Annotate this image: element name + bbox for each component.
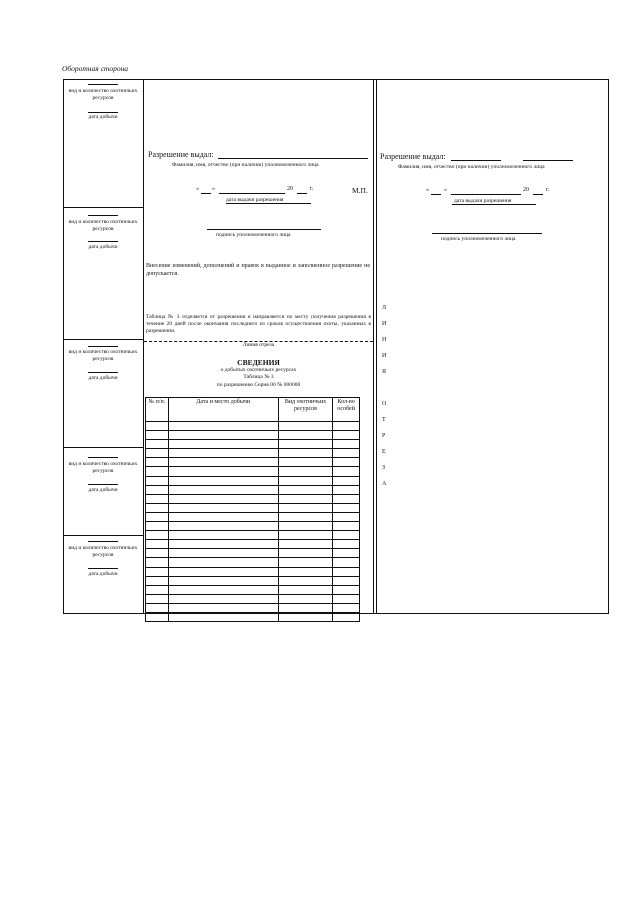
vertical-letter: Н xyxy=(382,337,387,343)
table-cell xyxy=(168,567,278,576)
table-row xyxy=(146,449,360,458)
table-cell xyxy=(146,494,169,503)
vertical-letter: Я xyxy=(382,369,387,375)
table-cell xyxy=(278,485,332,494)
issued-by-caption-right: Фамилия, имя, отчество (при наличии) уполномоченного лица xyxy=(398,164,545,170)
stub-kind-label: вид и количество охотничьих ресурсов xyxy=(68,88,138,101)
vertical-letter: А xyxy=(382,481,387,487)
table-cell xyxy=(278,458,332,467)
table-cell xyxy=(333,512,360,521)
table-cell xyxy=(333,603,360,612)
table-cell xyxy=(333,494,360,503)
table-cell xyxy=(278,494,332,503)
table-cell xyxy=(146,603,169,612)
stub-date-label: дата добычи xyxy=(88,114,118,120)
stub-kind-label: вид и количество охотничьих ресурсов xyxy=(68,349,138,362)
table-cell xyxy=(278,603,332,612)
table-row xyxy=(146,594,360,603)
table-cell xyxy=(278,440,332,449)
column-header-number: № п/п. xyxy=(146,398,169,422)
stub-kind-label: вид и количество охотничьих ресурсов xyxy=(68,461,138,474)
table-cell xyxy=(278,558,332,567)
table-row xyxy=(146,458,360,467)
column-header-count: Кол-во особей xyxy=(333,398,360,422)
stub-date-label: дата добычи xyxy=(88,487,118,493)
signature-caption-right: подпись уполномоченного лица xyxy=(441,236,516,242)
table-cell xyxy=(168,503,278,512)
date-year-field-right xyxy=(533,194,543,195)
table-row xyxy=(146,422,360,431)
issued-by-label-right: Разрешение выдал: xyxy=(380,152,446,161)
column-header-species: Вид охотничьих ресурсов xyxy=(278,398,332,422)
date-open-quote-right: « xyxy=(426,187,429,193)
table-cell xyxy=(333,449,360,458)
date-year-suffix: г. xyxy=(310,186,314,192)
table-row xyxy=(146,512,360,521)
table-cell xyxy=(146,585,169,594)
table-cell xyxy=(168,531,278,540)
table-cell xyxy=(168,576,278,585)
column-divider-double xyxy=(376,79,377,613)
table-cell xyxy=(333,458,360,467)
vertical-letter: Е xyxy=(382,449,386,455)
table-cell xyxy=(333,485,360,494)
svedeniya-title: СВЕДЕНИЯ xyxy=(237,358,280,367)
table-cell xyxy=(146,512,169,521)
table-cell xyxy=(168,540,278,549)
table-cell xyxy=(278,522,332,531)
date-close-quote-right: » xyxy=(444,187,447,193)
vertical-letter: Л xyxy=(382,305,387,311)
table-cell xyxy=(168,449,278,458)
table-cell xyxy=(278,431,332,440)
table-cell xyxy=(278,503,332,512)
vertical-letter: И xyxy=(382,321,387,327)
date-day-field-right xyxy=(431,194,441,195)
date-day-field xyxy=(201,193,211,194)
table-row xyxy=(146,540,360,549)
table-row xyxy=(146,485,360,494)
table-cell xyxy=(168,512,278,521)
table-cell xyxy=(146,458,169,467)
stub-separator xyxy=(63,535,143,536)
date-caption-underline xyxy=(226,203,311,204)
table-cell xyxy=(168,440,278,449)
date-year-prefix: 20 xyxy=(287,186,293,192)
table-cell xyxy=(333,558,360,567)
issued-by-field-right-2 xyxy=(523,160,573,161)
table-row xyxy=(146,549,360,558)
table-cell xyxy=(333,567,360,576)
table-row xyxy=(146,567,360,576)
table-cell xyxy=(146,540,169,549)
table-cell xyxy=(146,531,169,540)
table-cell xyxy=(146,467,169,476)
table-cell xyxy=(333,431,360,440)
table-cell xyxy=(168,558,278,567)
table-cell xyxy=(168,594,278,603)
table-cell xyxy=(146,476,169,485)
signature-field-right xyxy=(432,233,542,234)
table-cell xyxy=(278,540,332,549)
table-row xyxy=(146,522,360,531)
signature-caption: подпись уполномоченного лица xyxy=(216,232,291,238)
table-cell xyxy=(278,422,332,431)
issued-by-label: Разрешение выдал: xyxy=(148,150,214,159)
stub-kind-label: вид и количество охотничьих ресурсов xyxy=(68,219,138,232)
table-cell xyxy=(168,522,278,531)
issued-by-caption: Фамилия, имя, отчество (при наличии) уполномоченного лица xyxy=(172,162,319,168)
table-cell xyxy=(333,576,360,585)
table-row xyxy=(146,431,360,440)
table-row xyxy=(146,585,360,594)
table-cell xyxy=(168,422,278,431)
stub-separator xyxy=(63,447,143,448)
harvest-table-header xyxy=(146,398,360,422)
date-year-field xyxy=(297,193,307,194)
date-caption: дата выдачи разрешения xyxy=(226,197,284,203)
table-cell xyxy=(168,431,278,440)
table-cell xyxy=(146,440,169,449)
table-cell xyxy=(333,476,360,485)
table-cell xyxy=(278,449,332,458)
table-cell xyxy=(333,540,360,549)
signature-field xyxy=(207,229,321,230)
table-cell xyxy=(333,585,360,594)
table-cell xyxy=(146,594,169,603)
table-row xyxy=(146,440,360,449)
table-cell xyxy=(278,612,332,621)
table-row xyxy=(146,494,360,503)
issued-by-field-right xyxy=(451,160,501,161)
stub-date-label: дата добычи xyxy=(88,375,118,381)
table-cell xyxy=(168,458,278,467)
table-cell xyxy=(146,522,169,531)
table-row xyxy=(146,467,360,476)
stub-separator xyxy=(63,339,143,340)
table-cell xyxy=(278,476,332,485)
amendment-notice: Внесение изменений, дополнений и правок в выданное и заполненное разрешение не допускается. xyxy=(146,263,370,277)
table-cell xyxy=(278,549,332,558)
svedeniya-subtitle: о добытых охотничьих ресурсах xyxy=(220,367,297,373)
vertical-letter: Т xyxy=(382,417,386,423)
stub-date-label: дата добычи xyxy=(88,244,118,250)
table-cell xyxy=(278,594,332,603)
table-cell xyxy=(278,531,332,540)
table-cell xyxy=(333,422,360,431)
table-cell xyxy=(333,549,360,558)
table-cell xyxy=(333,531,360,540)
date-year-prefix-right: 20 xyxy=(523,187,529,193)
table-cell xyxy=(278,567,332,576)
table-row xyxy=(146,612,360,621)
issued-by-field xyxy=(218,158,368,159)
svedeniya-table-number: Таблица № 3 xyxy=(243,374,274,380)
table-cell xyxy=(146,549,169,558)
table-cell xyxy=(278,512,332,521)
table-row xyxy=(146,558,360,567)
table-cell xyxy=(146,503,169,512)
table-cell xyxy=(333,594,360,603)
table-cell xyxy=(168,603,278,612)
stamp-label: М.П. xyxy=(352,186,368,195)
table-cell xyxy=(146,449,169,458)
table-cell xyxy=(146,567,169,576)
table-cell xyxy=(168,494,278,503)
column-divider xyxy=(373,79,374,613)
table-cell xyxy=(146,422,169,431)
table-row xyxy=(146,503,360,512)
table-cell xyxy=(333,503,360,512)
table-row xyxy=(146,476,360,485)
vertical-letter: О xyxy=(382,401,387,407)
vertical-letter: З xyxy=(382,465,386,471)
svedeniya-permit-ref: по разрешению Серия 00 № 000000 xyxy=(216,382,301,388)
table-cell xyxy=(333,440,360,449)
table-row xyxy=(146,576,360,585)
date-open-quote: « xyxy=(196,186,199,192)
vertical-letter: Р xyxy=(382,433,386,439)
table-cell xyxy=(168,612,278,621)
table-cell xyxy=(333,612,360,621)
date-caption-right: дата выдачи разрешения xyxy=(454,198,512,204)
table-cell xyxy=(146,612,169,621)
table-cell xyxy=(146,431,169,440)
harvest-table xyxy=(145,397,360,622)
table-cell xyxy=(168,467,278,476)
page-side-label: Оборотная сторона xyxy=(62,64,129,73)
date-month-field xyxy=(219,193,285,194)
date-month-field-right xyxy=(451,194,521,195)
table-cell xyxy=(146,558,169,567)
table-cell xyxy=(278,576,332,585)
vertical-letter: И xyxy=(382,353,387,359)
table-cell xyxy=(168,485,278,494)
column-header-date-place: Дата и место добычи xyxy=(168,398,278,422)
table-cell xyxy=(333,467,360,476)
table-row xyxy=(146,603,360,612)
table-cell xyxy=(168,549,278,558)
date-year-suffix-right: г. xyxy=(546,187,550,193)
stub-date-label: дата добычи xyxy=(88,571,118,577)
table-cell xyxy=(278,585,332,594)
cut-line-label: Линия отреза xyxy=(242,342,275,348)
table-cell xyxy=(278,467,332,476)
table-cell xyxy=(168,476,278,485)
stub-kind-label: вид и количество охотничьих ресурсов xyxy=(68,545,138,558)
date-caption-underline-right xyxy=(452,204,536,205)
stub-separator xyxy=(63,207,143,208)
table-cell xyxy=(333,522,360,531)
date-close-quote: » xyxy=(212,186,215,192)
table-row xyxy=(146,531,360,540)
table-detach-note: Таблица № 3 отделяется от разрешения и направляется по месту получения разрешения в течение 20 дней после окончания последнего из сроков осуществления охоты, указанных в разрешении. xyxy=(146,314,371,334)
table-cell xyxy=(146,485,169,494)
table-cell xyxy=(168,585,278,594)
table-cell xyxy=(146,576,169,585)
